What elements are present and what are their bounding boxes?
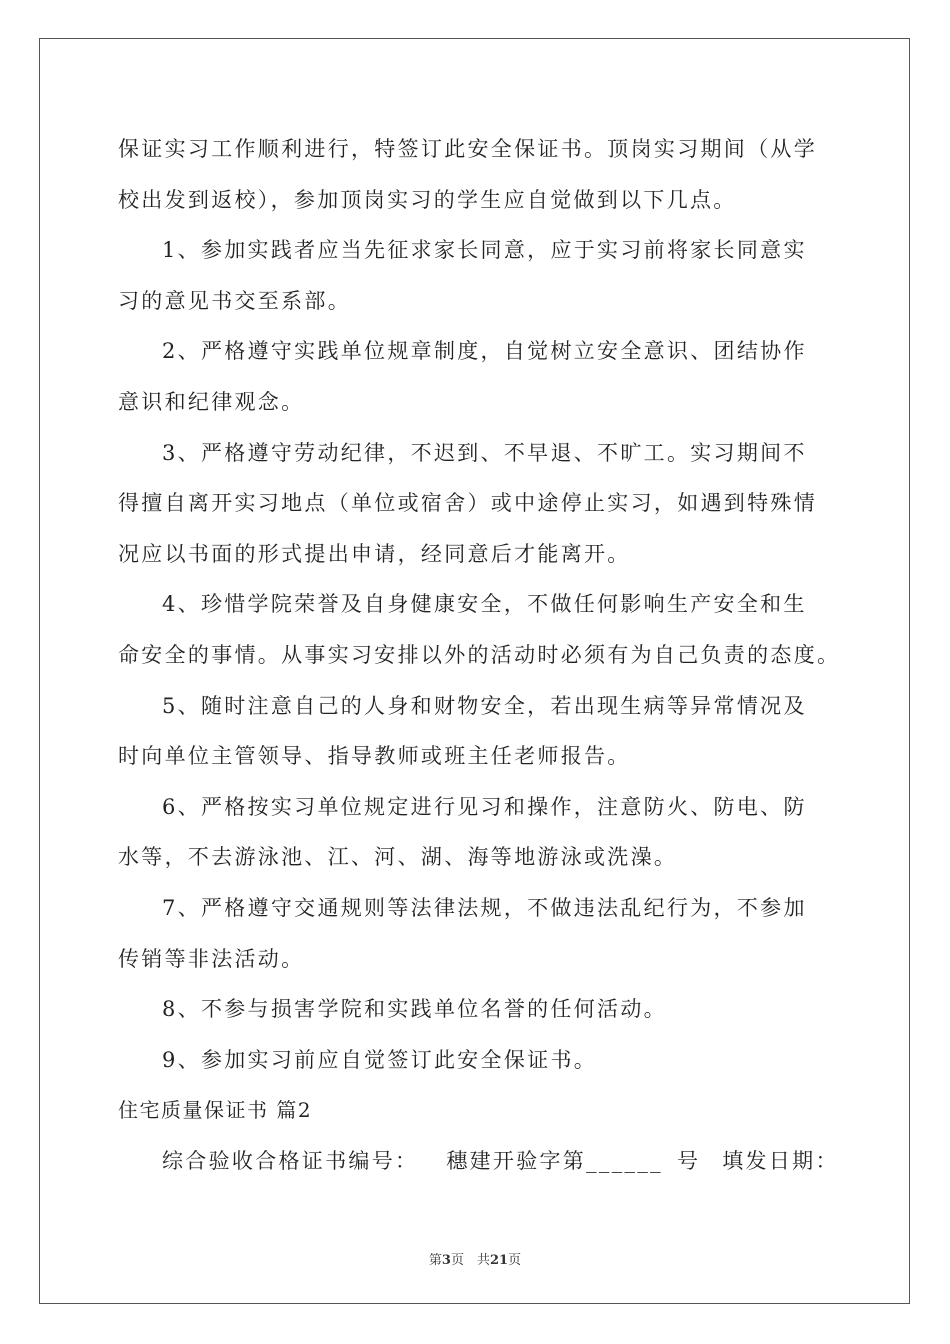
list-item-9: 9、参加实习前应自觉签订此安全保证书。	[162, 1047, 598, 1072]
current-page-number: 3	[441, 1253, 451, 1268]
list-item-6: 6、严格按实习单位规定进行见习和操作，注意防火、防电、防	[162, 794, 807, 819]
certificate-prefix: 穗建开验字第	[446, 1148, 587, 1173]
paragraph-line: 水等，不去游泳池、江、河、湖、海等地游泳或洗澡。	[118, 845, 678, 870]
paragraph-line: 校出发到返校），参加顶岗实习的学生应自觉做到以下几点。	[118, 187, 737, 212]
page-footer	[0, 1249, 950, 1268]
certificate-number-blank: ______	[586, 1148, 663, 1173]
certificate-label: 综合验收合格证书编号：	[162, 1148, 419, 1173]
list-item-7: 7、严格遵守交通规则等法律法规，不做违法乱纪行为，不参加	[162, 895, 807, 920]
certificate-form-line	[118, 1136, 838, 1187]
paragraph-line: 时向单位主管领导、指导教师或班主任老师报告。	[118, 744, 631, 769]
paragraph-line: 命安全的事情。从事实习安排以外的活动时必须有为自己负责的态度。	[118, 642, 841, 667]
paragraph-line: 保证实习工作顺利进行，特签订此安全保证书。顶岗实习期间（从学	[118, 137, 817, 161]
issue-date-label: 填发日期：	[722, 1148, 839, 1173]
paragraph-line: 得擅自离开实习地点（单位或宿舍）或中途停止实习，如遇到特殊情	[118, 491, 817, 516]
paragraph-line: 传销等非法活动。	[118, 946, 305, 971]
list-item-3: 3、严格遵守劳动纪律，不迟到、不早退、不旷工。实习期间不	[162, 440, 807, 465]
list-item-2: 2、严格遵守实践单位规章制度，自觉树立安全意识、团结协作	[162, 339, 807, 364]
certificate-suffix: 号	[676, 1148, 701, 1173]
paragraph-line: 习的意见书交至系部。	[118, 288, 351, 313]
list-item-4: 4、珍惜学院荣誉及自身健康安全，不做任何影响生产安全和生	[162, 592, 807, 617]
paragraph-line: 况应以书面的形式提出申请，经同意后才能离开。	[118, 541, 631, 566]
list-item-5: 5、随时注意自己的人身和财物安全，若出现生病等异常情况及	[162, 693, 807, 718]
paragraph-line: 意识和纪律观念。	[118, 389, 305, 414]
list-item-8: 8、不参与损害学院和实践单位名誉的任何活动。	[162, 997, 667, 1022]
footer-prefix: 第	[428, 1253, 442, 1268]
footer-mid: 页 共	[450, 1253, 490, 1268]
list-item-1: 1、参加实践者应当先征求家长同意，应于实习前将家长同意实	[162, 238, 807, 263]
section-heading: 住宅质量保证书 篇2	[118, 1098, 313, 1123]
total-page-count: 21	[489, 1253, 509, 1268]
document-body	[118, 124, 841, 1186]
footer-suffix: 页	[508, 1253, 522, 1268]
